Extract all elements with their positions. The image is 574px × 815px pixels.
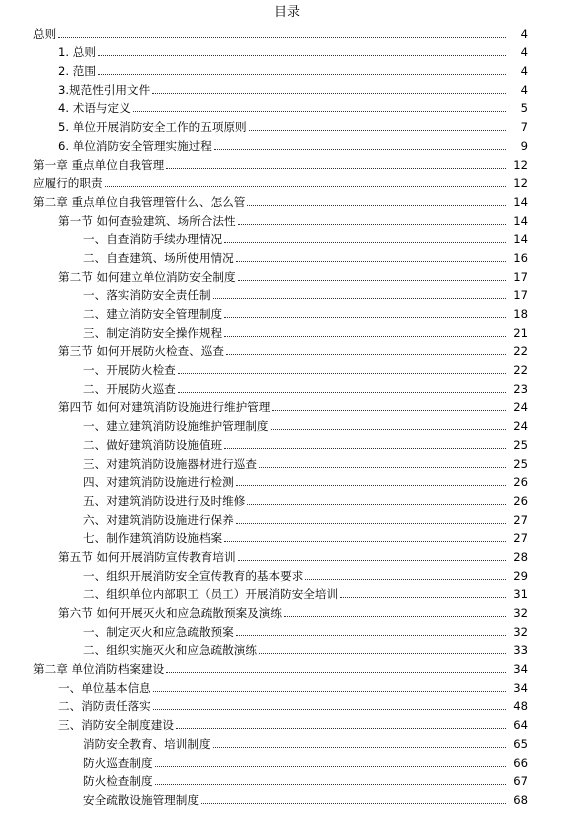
- toc-entry-page: 26: [513, 475, 528, 490]
- toc-leader-dots: [247, 504, 506, 505]
- toc-entry[interactable]: [0, 732, 574, 751]
- toc-entry-label: 3.规范性引用文件: [58, 82, 151, 97]
- toc-leader-dots: [105, 186, 506, 187]
- toc-leader-dots: [224, 242, 506, 243]
- toc-entry-label: 三、制定消防安全操作规程: [83, 325, 223, 340]
- toc-entry-page: 32: [513, 624, 528, 639]
- toc-leader-dots: [166, 168, 506, 169]
- toc-entry-page: 16: [513, 250, 528, 265]
- toc-leader-dots: [153, 691, 506, 692]
- toc-entry-page: 4: [520, 82, 528, 97]
- toc-entry-label: 第二章 单位消防档案建设: [33, 662, 165, 677]
- toc-entry-label: 第四节 如何对建筑消防设施进行维护管理: [58, 400, 271, 415]
- toc-entry[interactable]: [0, 751, 574, 770]
- toc-entry[interactable]: [0, 527, 574, 546]
- toc-entry[interactable]: [0, 302, 574, 321]
- toc-entry-page: 4: [520, 64, 528, 79]
- toc-leader-dots: [247, 205, 506, 206]
- toc-entry[interactable]: [0, 190, 574, 209]
- toc-entry[interactable]: [0, 172, 574, 191]
- toc-entry-label: 一、组织开展消防安全宣传教育的基本要求: [83, 568, 304, 583]
- toc-leader-dots: [166, 672, 506, 673]
- toc-entry[interactable]: [0, 433, 574, 452]
- toc-entry[interactable]: [0, 59, 574, 78]
- toc-entry-label: 二、开展防火巡查: [83, 381, 176, 396]
- toc-entry-label: 第一章 重点单位自我管理: [33, 157, 165, 172]
- toc-entry-label: 五、对建筑消防设进行及时维修: [83, 493, 246, 508]
- toc-entry-page: 33: [513, 643, 528, 658]
- toc-leader-dots: [249, 130, 506, 131]
- toc-leader-dots: [155, 766, 506, 767]
- toc-entry-label: 二、自查建筑、场所使用情况: [83, 250, 234, 265]
- toc-entry[interactable]: [0, 284, 574, 303]
- toc-entry-label: 5. 单位开展消防安全工作的五项原则: [58, 120, 247, 135]
- toc-entry-page: 17: [513, 269, 528, 284]
- toc-entry-label: 第二节 如何建立单位消防安全制度: [58, 269, 236, 284]
- toc-leader-dots: [259, 467, 506, 468]
- toc-entry[interactable]: [0, 115, 574, 134]
- toc-entry-page: 25: [513, 437, 528, 452]
- toc-entry[interactable]: [0, 452, 574, 471]
- toc-entry-label: 防火检查制度: [83, 774, 153, 789]
- toc-entry[interactable]: [0, 134, 574, 153]
- toc-entry[interactable]: [0, 246, 574, 265]
- toc-leader-dots: [213, 298, 506, 299]
- toc-title: 目录: [273, 5, 300, 20]
- toc-entry[interactable]: [0, 713, 574, 732]
- toc-leader-dots: [153, 709, 506, 710]
- toc-entry[interactable]: [0, 564, 574, 583]
- toc-leader-dots: [133, 111, 506, 112]
- toc-entry-page: 32: [513, 606, 528, 620]
- toc-entry-page: 24: [513, 400, 528, 415]
- table-of-contents: [0, 22, 574, 807]
- toc-entry[interactable]: [0, 620, 574, 639]
- toc-entry-page: 48: [513, 699, 528, 714]
- toc-entry-label: 总则: [33, 26, 57, 41]
- toc-entry-page: 22: [513, 344, 528, 359]
- toc-entry-page: 34: [513, 680, 528, 695]
- toc-leader-dots: [201, 803, 506, 804]
- toc-entry-label: 第一节 如何查验建筑、场所合法性: [58, 213, 236, 228]
- toc-entry-page: 5: [520, 101, 528, 116]
- toc-leader-dots: [224, 541, 506, 542]
- toc-leader-dots: [236, 261, 506, 262]
- toc-entry-page: 27: [513, 531, 528, 546]
- toc-leader-dots: [178, 373, 506, 374]
- toc-entry[interactable]: [0, 265, 574, 284]
- toc-entry-label: 一、自查消防手续办理情况: [83, 232, 223, 247]
- toc-entry-page: 29: [513, 568, 528, 583]
- toc-entry-label: 第二章 重点单位自我管理管什么、怎么管: [33, 194, 246, 209]
- toc-entry[interactable]: [0, 414, 574, 433]
- toc-entry-page: 12: [513, 176, 528, 191]
- toc-entry[interactable]: [0, 340, 574, 359]
- toc-entry-page: 4: [520, 45, 528, 60]
- toc-entry-page: 4: [520, 26, 528, 41]
- toc-entry-page: 17: [513, 288, 528, 303]
- toc-entry-page: 7: [520, 120, 528, 135]
- toc-entry-label: 一、落实消防安全责任制: [83, 288, 211, 303]
- toc-entry[interactable]: [0, 770, 574, 789]
- toc-entry[interactable]: [0, 321, 574, 340]
- toc-entry[interactable]: [0, 41, 574, 60]
- toc-entry-page: 28: [513, 549, 528, 564]
- toc-entry-label: 二、组织实施灭火和应急疏散演练: [83, 643, 257, 658]
- toc-leader-dots: [271, 429, 506, 430]
- toc-entry-label: 二、消防责任落实: [58, 699, 151, 714]
- toc-leader-dots: [176, 728, 506, 729]
- toc-entry[interactable]: [0, 545, 574, 564]
- toc-entry-page: 22: [513, 363, 528, 378]
- toc-entry-label: 四、对建筑消防设施进行检测: [83, 475, 234, 490]
- toc-entry-label: 应履行的职责: [33, 176, 103, 191]
- toc-entry-page: 26: [513, 493, 528, 508]
- toc-leader-dots: [214, 149, 506, 150]
- toc-entry[interactable]: [0, 471, 574, 490]
- toc-entry-label: 防火巡查制度: [83, 755, 153, 770]
- toc-entry-page: 67: [513, 774, 528, 789]
- toc-entry-label: 一、开展防火检查: [83, 363, 176, 378]
- toc-entry[interactable]: [0, 695, 574, 714]
- toc-leader-dots: [236, 523, 506, 524]
- toc-entry[interactable]: [0, 657, 574, 676]
- toc-leader-dots: [152, 93, 506, 94]
- toc-entry-page: 14: [513, 194, 528, 209]
- toc-entry-page: 64: [513, 718, 528, 733]
- toc-entry-label: 一、建立建筑消防设施维护管理制度: [83, 419, 269, 434]
- toc-entry[interactable]: [0, 396, 574, 415]
- toc-entry-label: 消防安全教育、培训制度: [83, 736, 211, 751]
- toc-leader-dots: [213, 747, 506, 748]
- toc-entry[interactable]: [0, 639, 574, 658]
- toc-leader-dots: [58, 37, 506, 38]
- toc-entry-label: 六、对建筑消防设施进行保养: [83, 512, 234, 527]
- toc-entry-page: 31: [513, 587, 528, 602]
- toc-entry-page: 68: [513, 792, 528, 807]
- toc-entry-label: 2. 范围: [58, 64, 96, 79]
- toc-leader-dots: [272, 410, 506, 411]
- toc-leader-dots: [340, 597, 506, 598]
- toc-entry-page: 34: [513, 662, 528, 677]
- toc-entry-label: 三、消防安全制度建设: [58, 718, 174, 733]
- toc-entry[interactable]: [0, 22, 574, 41]
- toc-leader-dots: [155, 784, 506, 785]
- toc-entry-page: 23: [513, 381, 528, 396]
- toc-entry-page: 25: [513, 456, 528, 471]
- toc-entry-label: 6. 单位消防安全管理实施过程: [58, 138, 212, 153]
- toc-leader-dots: [238, 280, 506, 281]
- toc-entry[interactable]: [0, 97, 574, 116]
- toc-entry[interactable]: [0, 583, 574, 602]
- toc-entry[interactable]: [0, 788, 574, 807]
- toc-entry-label: 二、做好建筑消防设施值班: [83, 437, 223, 452]
- toc-entry-page: 27: [513, 512, 528, 527]
- toc-entry-label: 第六节 如何开展灭火和应急疏散预案及演练: [58, 606, 282, 620]
- toc-leader-dots: [224, 317, 506, 318]
- toc-leader-dots: [238, 224, 506, 225]
- toc-entry-label: 二、建立消防安全管理制度: [83, 307, 223, 321]
- toc-entry[interactable]: [0, 153, 574, 172]
- toc-entry-label: 一、单位基本信息: [58, 680, 151, 695]
- toc-leader-dots: [224, 336, 506, 337]
- toc-leader-dots: [238, 560, 506, 561]
- toc-leader-dots: [236, 635, 506, 636]
- toc-leader-dots: [226, 354, 506, 355]
- toc-entry[interactable]: [0, 209, 574, 228]
- toc-entry-label: 七、制作建筑消防设施档案: [83, 531, 223, 546]
- toc-leader-dots: [98, 74, 506, 75]
- toc-entry-page: 66: [513, 755, 528, 770]
- toc-entry-page: 9: [520, 138, 528, 153]
- toc-entry-page: 24: [513, 419, 528, 434]
- toc-entry-label: 1. 总则: [58, 45, 96, 60]
- toc-entry-label: 安全疏散设施管理制度: [83, 792, 199, 807]
- toc-entry[interactable]: [0, 78, 574, 97]
- toc-leader-dots: [236, 485, 506, 486]
- toc-entry-label: 二、组织单位内部职工（员工）开展消防安全培训: [83, 587, 339, 602]
- toc-entry-label: 第五节 如何开展消防宣传教育培训: [58, 549, 236, 564]
- toc-entry-label: 一、制定灭火和应急疏散预案: [83, 624, 234, 639]
- toc-leader-dots: [305, 579, 506, 580]
- toc-leader-dots: [98, 55, 506, 56]
- toc-leader-dots: [178, 392, 506, 393]
- toc-entry[interactable]: [0, 676, 574, 695]
- toc-entry-label: 第三节 如何开展防火检查、巡查: [58, 344, 224, 359]
- toc-entry[interactable]: [0, 228, 574, 247]
- toc-entry-page: 12: [513, 157, 528, 172]
- toc-entry[interactable]: [0, 508, 574, 527]
- toc-entry-page: 65: [513, 736, 528, 751]
- toc-entry-page: 21: [513, 325, 528, 340]
- toc-leader-dots: [259, 653, 506, 654]
- toc-leader-dots: [224, 448, 506, 449]
- toc-entry-page: 18: [513, 307, 528, 321]
- toc-entry[interactable]: [0, 377, 574, 396]
- toc-entry-page: 14: [513, 232, 528, 247]
- toc-entry-page: 14: [513, 213, 528, 228]
- toc-entry-label: 三、对建筑消防设施器材进行巡查: [83, 456, 257, 471]
- toc-entry[interactable]: [0, 358, 574, 377]
- toc-entry[interactable]: [0, 601, 574, 620]
- toc-entry-label: 4. 术语与定义: [58, 101, 131, 116]
- toc-entry[interactable]: [0, 489, 574, 508]
- toc-leader-dots: [284, 616, 506, 617]
